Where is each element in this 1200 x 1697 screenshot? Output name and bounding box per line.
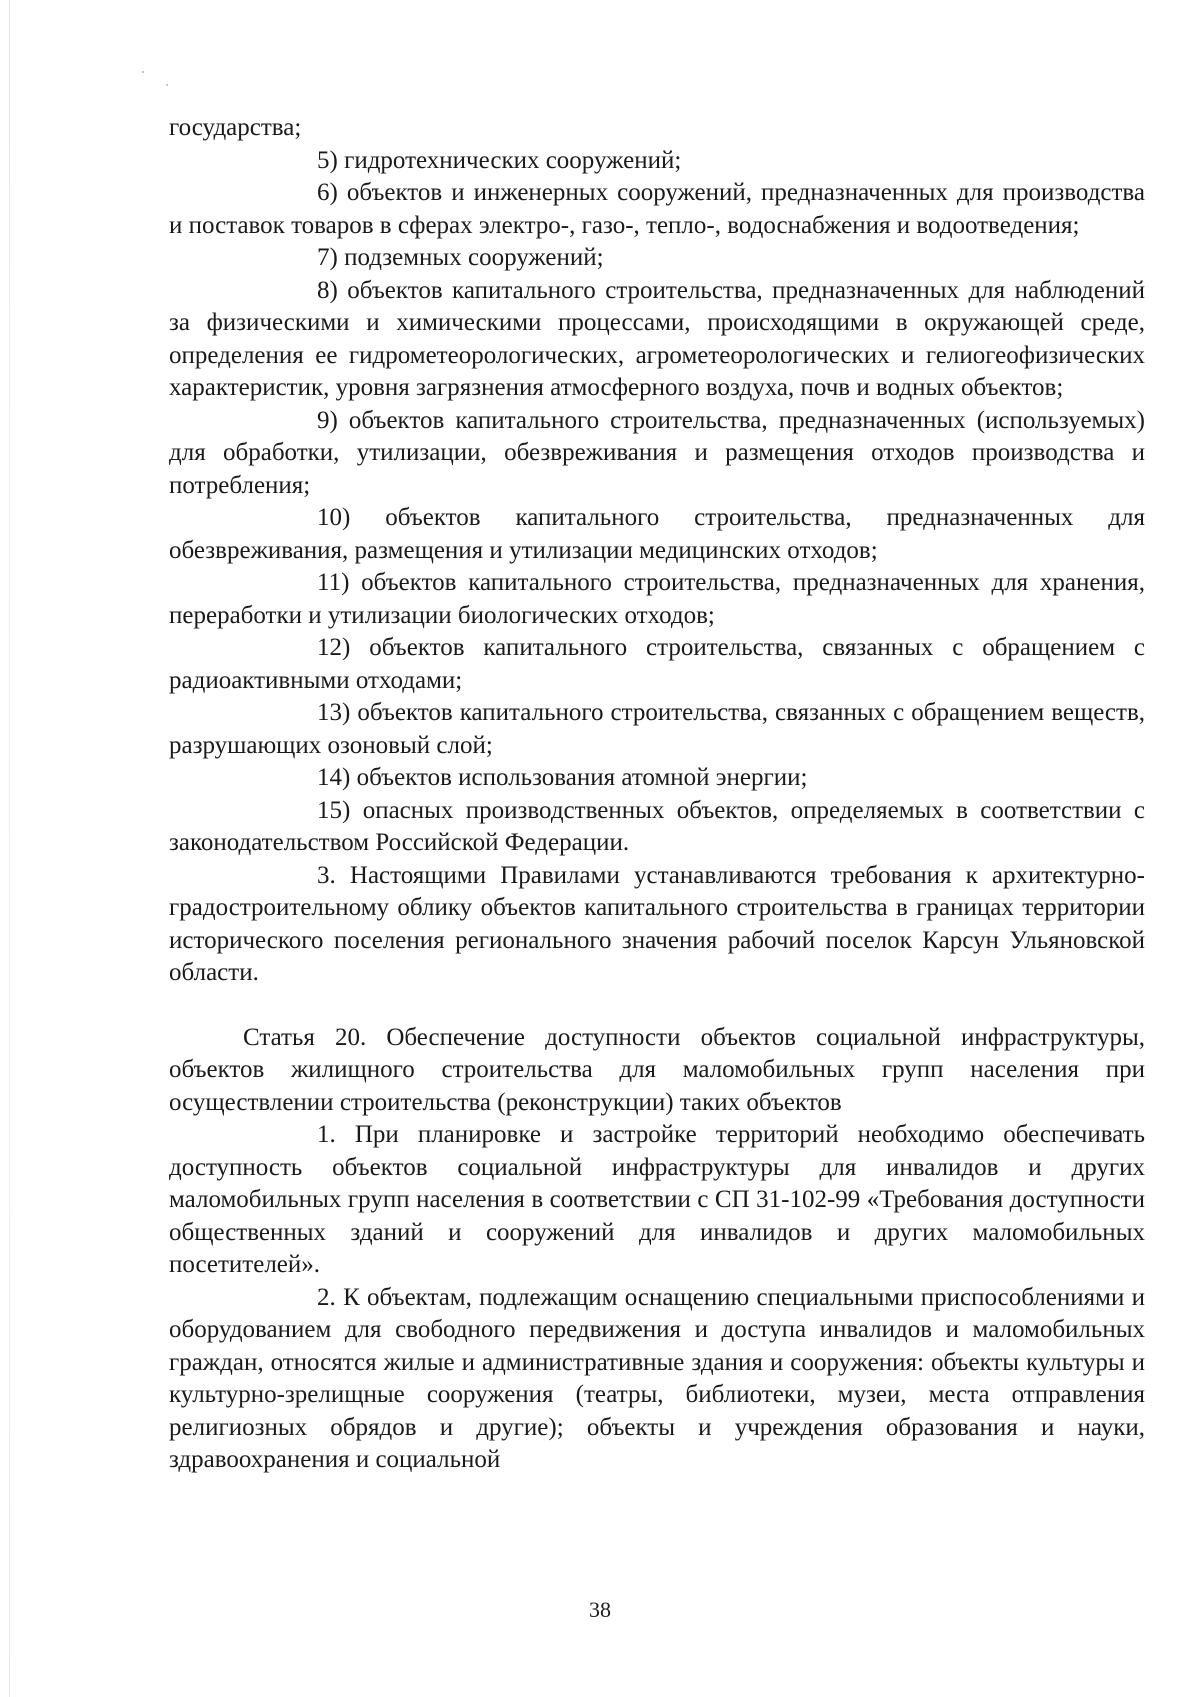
item-number: 7) [317,244,338,271]
list-item [169,762,1145,795]
item-text: подземных сооружений; [344,244,604,271]
document-page [169,112,1145,1477]
paragraph-text: При планировке и застройке территорий необходимо обеспечивать доступность объектов социальной инфраструктуры для инвалидов и других маломобильных групп населения в соответствии с СП 31-102-99 «Требования доступности общественных зданий и сооружений для инвалидов и других маломобильных посетителей». [169,1121,1146,1278]
scan-speck [166,84,168,86]
point-text: Настоящими Правилами устанавливаются требования к архитектурно-градостроительному облику объектов капитального строительства в границах территории исторического поселения регионального значения рабочий поселок Карсун Ульяновской области. [169,861,1145,986]
list-item [169,632,1145,697]
item-number: 6) [317,179,338,206]
item-text: объектов капитального строительства, предназначенных (используемых) для обработки, утилизации, обезвреживания и размещения отходов производства и потребления; [169,406,1145,499]
item-text: объектов капитального строительства, связанных с обращением веществ, разрушающих озоновый слой; [169,699,1145,759]
item-number: 13) [317,699,351,726]
item-number: 14) [317,764,351,791]
point-number: 3. [317,861,336,889]
paragraph-number: 1. [317,1121,336,1148]
item-number: 15) [317,796,351,824]
paragraph-number: 2. [317,1283,336,1311]
item-text: объектов и инженерных сооружений, предназначенных для производства и поставок товаров в сферах электро-, газо-, тепло-, водоснабжения и водоотведения; [169,179,1146,239]
item-number: 11) [317,569,350,596]
item-number: 5) [317,146,338,174]
paragraph-text: К объектам, подлежащим оснащению специальными приспособлениями и оборудованием для свободного передвижения и доступа инвалидов и маломобильных граждан, относятся жилые и административные здания и сооружения: объекты культуры и культурно-зрелищные сооружения (театры, библиотеки, музеи, места отправления религиозных обрядов и другие); объекты и учреждения образования и науки, здравоохранения и социальной [169,1283,1146,1473]
page-number: 38 [589,1597,611,1622]
item-text: объектов капитального строительства, предназначенных для хранения, переработки и утилизации биологических отходов; [169,569,1145,629]
article-heading: Статья 20. Обеспечение доступности объектов социальной инфраструктуры, объектов жилищного строительства для маломобильных групп населения при осуществлении строительства (реконструкции) таких объектов [169,1023,1145,1116]
list-item [169,567,1145,632]
item-number: 12) [317,634,351,661]
scan-speck [142,71,144,73]
list-item [169,275,1145,405]
point-3 [169,860,1145,990]
continued-text: государства; [169,114,302,141]
item-number: 9) [317,406,338,434]
list-item [169,502,1145,567]
item-text: объектов капитального строительства, предназначенных для обезвреживания, размещения и утилизации медицинских отходов; [169,504,1146,564]
article-paragraph [169,1119,1145,1282]
item-text: опасных производственных объектов, определяемых в соответствии с законодательством Российской Федерации. [169,796,1146,856]
list-item [169,177,1145,242]
scan-edge-line [9,0,10,1697]
list-item [169,242,1145,275]
list-item [169,145,1145,178]
item-text: объектов использования атомной энергии; [356,764,808,791]
item-text: объектов капитального строительства, предназначенных для наблюдений за физическими и химическими процессами, происходящими в окружающей среде, определения ее гидрометеорологических, агрометеорологических и гелиогеофизических характеристик, уровня загрязнения атмосферного воздуха, почв и водных объектов; [169,276,1146,401]
item-number: 8) [317,276,338,304]
article-paragraph [169,1282,1145,1477]
list-item [169,697,1145,762]
section-gap [169,990,1145,1022]
item-number: 10) [317,504,351,531]
list-item [169,795,1145,860]
item-text: объектов капитального строительства, связанных с обращением с радиоактивными отходами; [169,634,1146,694]
item-text: гидротехнических сооружений; [344,146,682,174]
list-item [169,405,1145,503]
